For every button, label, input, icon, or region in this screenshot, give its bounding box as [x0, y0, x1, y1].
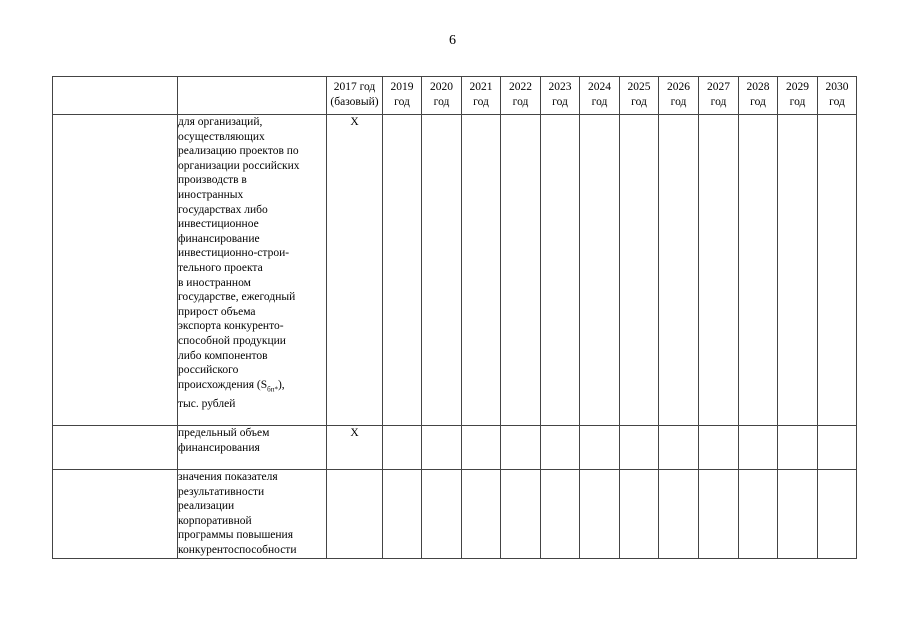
year-suffix: год	[829, 95, 845, 108]
year-label: 2029	[786, 81, 809, 93]
year-label: 2028	[746, 81, 770, 93]
value-cell	[462, 426, 501, 470]
year-suffix: год	[710, 95, 727, 108]
base-year-value: X	[327, 115, 383, 426]
value-cell	[462, 115, 501, 426]
value-cell	[818, 426, 857, 470]
value-cell	[818, 470, 857, 559]
indicator-table	[52, 76, 857, 559]
year-label: 2030	[825, 81, 849, 93]
row-blank-cell	[53, 426, 178, 470]
year-suffix: год	[631, 95, 647, 108]
value-cell	[383, 115, 422, 426]
header-year-2022	[501, 77, 541, 115]
value-cell	[739, 115, 778, 426]
header-base-year	[327, 77, 383, 115]
value-cell	[580, 426, 620, 470]
value-cell	[422, 426, 462, 470]
value-cell	[659, 115, 699, 426]
table-row	[53, 115, 857, 426]
year-label: 2020	[430, 81, 453, 93]
year-label: 2027	[707, 81, 730, 93]
header-year-2028	[739, 77, 778, 115]
year-label: 2021	[469, 81, 493, 93]
value-cell	[580, 470, 620, 559]
year-label: 2023	[548, 81, 572, 93]
indicator-name-text: для организаций, осуществляющих реализацию проектов по организации российских производств в иностранных государствах либо инвестиционное финансирование инвестиционно-строи- тельного проекта в иностранном государстве, ежегодный прирост объема экспорта конкуренто- способной продукции либо компонентов российского происхождения (S	[178, 116, 300, 391]
year-suffix: год	[512, 95, 529, 108]
header-year-2020	[422, 77, 462, 115]
year-suffix: год	[670, 95, 687, 108]
header-name-cell	[178, 77, 327, 115]
indicator-subscript: бп*	[267, 384, 278, 393]
value-cell	[541, 115, 580, 426]
value-cell	[739, 426, 778, 470]
header-year-2025	[620, 77, 659, 115]
year-label: 2022	[509, 81, 532, 93]
value-cell	[699, 470, 739, 559]
base-year-label: 2017 год	[333, 81, 376, 93]
header-year-2021	[462, 77, 501, 115]
table-row	[53, 470, 857, 559]
indicator-name-suffix: ), тыс. рублей	[178, 378, 285, 410]
value-cell	[778, 470, 818, 559]
header-year-2029	[778, 77, 818, 115]
year-suffix: год	[750, 95, 766, 108]
indicator-name-cell	[178, 470, 327, 559]
value-cell	[462, 470, 501, 559]
year-label: 2024	[588, 81, 611, 93]
year-label: 2019	[390, 81, 414, 93]
value-cell	[422, 115, 462, 426]
year-suffix: год	[433, 95, 450, 108]
header-year-2024	[580, 77, 620, 115]
header-blank-cell	[53, 77, 178, 115]
year-suffix: год	[789, 95, 806, 108]
year-suffix: год	[473, 95, 489, 108]
base-year-note: (базовый)	[330, 95, 379, 108]
header-year-2030	[818, 77, 857, 115]
header-row	[53, 77, 857, 115]
row-blank-cell	[53, 115, 178, 426]
table-row	[53, 426, 857, 470]
value-cell	[699, 426, 739, 470]
value-cell	[501, 426, 541, 470]
value-cell	[422, 470, 462, 559]
value-cell	[541, 426, 580, 470]
row-blank-cell	[53, 470, 178, 559]
value-cell	[699, 115, 739, 426]
year-label: 2025	[627, 81, 651, 93]
year-suffix: год	[591, 95, 608, 108]
value-cell	[620, 115, 659, 426]
value-cell	[383, 426, 422, 470]
indicator-name-cell	[178, 426, 327, 470]
value-cell	[739, 470, 778, 559]
value-cell	[383, 470, 422, 559]
indicator-name-text: значения показателя результативности реализации корпоративной программы повышения конкурентоспособности	[178, 471, 297, 556]
value-cell	[778, 115, 818, 426]
value-cell	[501, 115, 541, 426]
year-suffix: год	[552, 95, 568, 108]
value-cell	[818, 115, 857, 426]
header-year-2019	[383, 77, 422, 115]
indicator-name-text: предельный объем финансирования	[178, 427, 270, 454]
value-cell	[778, 426, 818, 470]
base-year-value	[327, 470, 383, 559]
value-cell	[620, 426, 659, 470]
value-cell	[659, 426, 699, 470]
value-cell	[620, 470, 659, 559]
header-year-2027	[699, 77, 739, 115]
value-cell	[501, 470, 541, 559]
value-cell	[541, 470, 580, 559]
value-cell	[659, 470, 699, 559]
header-year-2026	[659, 77, 699, 115]
header-year-2023	[541, 77, 580, 115]
year-label: 2026	[667, 81, 690, 93]
page-number: 6	[449, 33, 456, 48]
indicator-name-cell	[178, 115, 327, 426]
base-year-value: X	[327, 426, 383, 470]
value-cell	[580, 115, 620, 426]
year-suffix: год	[394, 95, 410, 108]
